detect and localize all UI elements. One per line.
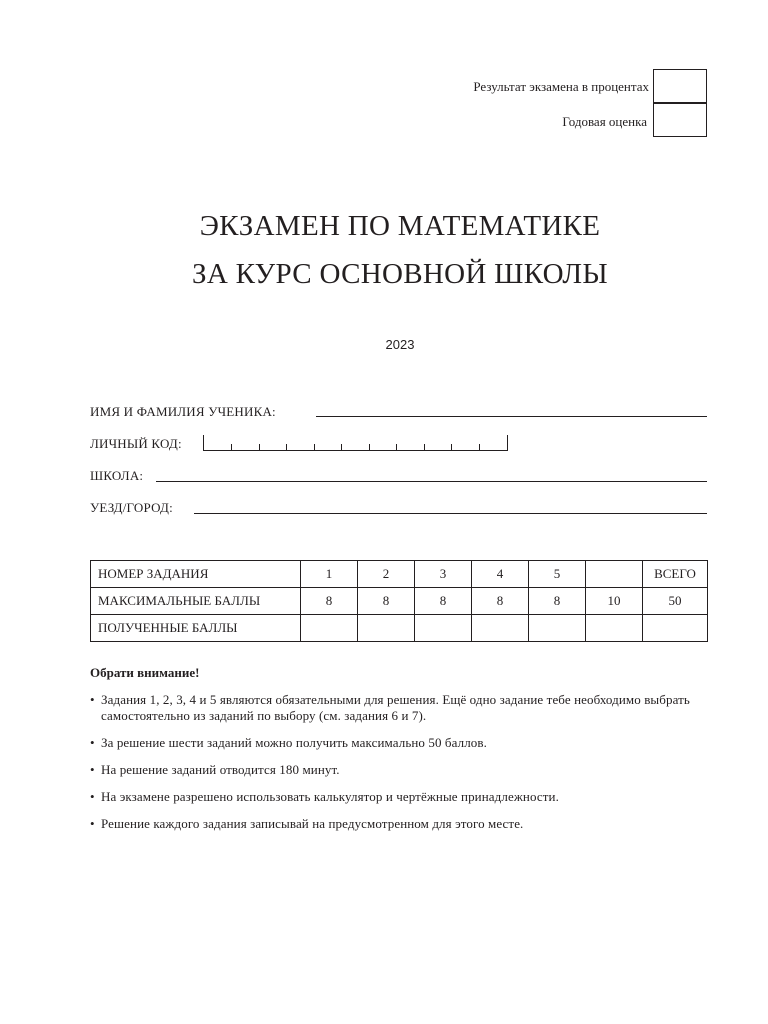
- student-name-field[interactable]: [316, 416, 707, 417]
- task-number-cell: 2: [358, 561, 415, 588]
- max-points-total-cell: 50: [643, 588, 708, 615]
- notes-title: Обрати внимание!: [90, 665, 200, 680]
- task-number-cell: 1: [301, 561, 358, 588]
- max-points-cell: 8: [529, 588, 586, 615]
- list-item: • Задания 1, 2, 3, 4 и 5 являются обязательными для решения. Ещё одно задание тебе необходимо выбрать самостоятельно из заданий по выбору (см. задания 6 и 7).: [90, 692, 730, 724]
- percent-result-box[interactable]: [653, 69, 707, 103]
- obtained-points-cell[interactable]: [301, 615, 358, 642]
- obtained-points-cell[interactable]: [529, 615, 586, 642]
- school-field[interactable]: [156, 481, 707, 482]
- school-label: ШКОЛА:: [90, 468, 144, 483]
- exam-year: 2023: [385, 337, 415, 352]
- task-number-cell: 4: [472, 561, 529, 588]
- obtained-points-cell[interactable]: [415, 615, 472, 642]
- max-points-cell: 8: [358, 588, 415, 615]
- list-item: • За решение шести заданий можно получить максимально 50 баллов.: [90, 735, 730, 751]
- score-table: [90, 560, 708, 642]
- max-points-cell: 8: [301, 588, 358, 615]
- total-header-cell: ВСЕГО: [643, 561, 708, 588]
- obtained-points-cell[interactable]: [586, 615, 643, 642]
- max-points-cell: 8: [472, 588, 529, 615]
- exam-title-line1: ЭКЗАМЕН ПО МАТЕМАТИКЕ: [199, 210, 601, 242]
- annual-grade-box[interactable]: [653, 103, 707, 137]
- row-header: МАКСИМАЛЬНЫЕ БАЛЛЫ: [91, 588, 301, 615]
- list-item: • На экзамене разрешено использовать калькулятор и чертёжные принадлежности.: [90, 789, 730, 805]
- obtained-points-total-cell[interactable]: [643, 615, 708, 642]
- personal-code-field[interactable]: [203, 435, 508, 451]
- personal-code-label: ЛИЧНЫЙ КОД:: [90, 436, 182, 451]
- percent-result-label: Результат экзамена в процентах: [473, 79, 649, 94]
- list-item: • Решение каждого задания записывай на предусмотренном для этого месте.: [90, 816, 730, 832]
- exam-title-line2: ЗА КУРС ОСНОВНОЙ ШКОЛЫ: [192, 258, 608, 290]
- annual-grade-label: Годовая оценка: [562, 114, 647, 129]
- max-points-cell: 8: [415, 588, 472, 615]
- table-row-max-points: [91, 588, 708, 615]
- row-header: НОМЕР ЗАДАНИЯ: [91, 561, 301, 588]
- county-label: УЕЗД/ГОРОД:: [90, 500, 173, 515]
- table-row-task-numbers: [91, 561, 708, 588]
- task-number-cell: [586, 561, 643, 588]
- task-number-cell: 5: [529, 561, 586, 588]
- task-number-cell: 3: [415, 561, 472, 588]
- row-header: ПОЛУЧЕННЫЕ БАЛЛЫ: [91, 615, 301, 642]
- notes-list: [90, 692, 730, 843]
- student-name-label: ИМЯ И ФАМИЛИЯ УЧЕНИКА:: [90, 404, 276, 419]
- obtained-points-cell[interactable]: [358, 615, 415, 642]
- table-row-obtained-points: [91, 615, 708, 642]
- obtained-points-cell[interactable]: [472, 615, 529, 642]
- max-points-cell: 10: [586, 588, 643, 615]
- county-field[interactable]: [194, 513, 707, 514]
- list-item: • На решение заданий отводится 180 минут.: [90, 762, 730, 778]
